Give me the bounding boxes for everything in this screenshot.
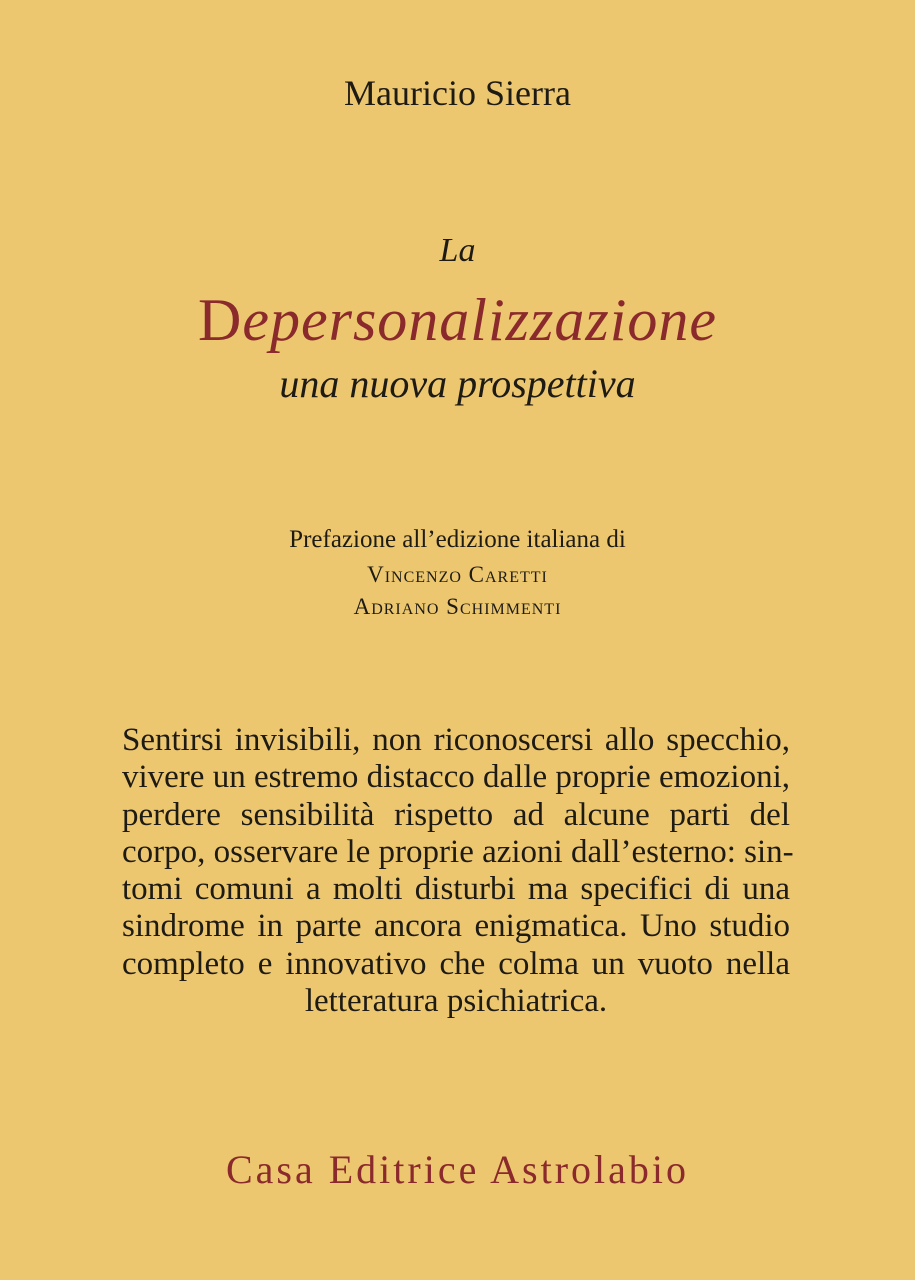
author-name: Mauricio Sierra [344,73,571,113]
blurb-line: corpo, osservare le proprie azioni dall’esterno: sin- [122,833,794,870]
book-title: Depersonalizzazione [198,287,717,353]
publisher: Casa Editrice Astrolabio [225,1147,689,1192]
blurb-line: letteratura psichiatrica. [304,983,608,1020]
blurb-line: vivere un estremo distacco dalle proprie emozioni, [122,759,791,796]
blurb-line: sindrome in parte ancora enigmatica. Uno studio [122,908,790,945]
book-subtitle: una nuova prospettiva [279,361,636,406]
preface-label: Prefazione all’edizione italiana di [289,526,626,553]
blurb-line: Sentirsi invisibili, non riconoscersi allo specchio, [122,722,790,758]
blurb-line: perdere sensibilità rispetto ad alcune parti del [122,796,790,833]
preface-author: Vincenzo Caretti [367,562,548,587]
title-article: La [439,232,476,269]
blurb [122,722,794,1020]
preface-author: Adriano Schimmenti [353,594,562,619]
blurb-line: completo e innovativo che colma un vuoto nella [122,945,790,982]
blurb-line: tomi comuni a molti disturbi ma specifici di una [122,871,790,908]
